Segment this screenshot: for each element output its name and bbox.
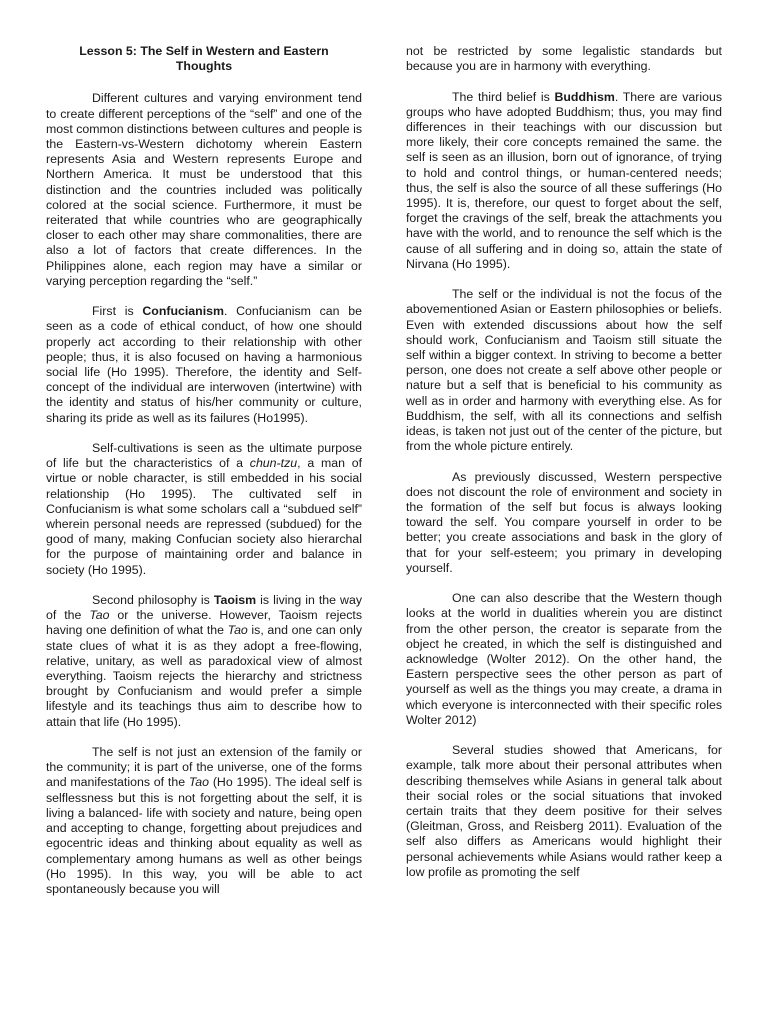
taoism-paragraph (46, 593, 362, 730)
text-run: (Ho 1995). The ideal self is selflessness but this is not forgetting about the self, it is living a balanced- life with society and nature, being open and accepting to change, forgetting about prejudices and egocentric ideas and thinking about equality as well as complementary among humans as well as other beings (Ho 1995). In this way, you will be able to act spontaneously because you will (46, 775, 363, 896)
taoism-term: Taoism (213, 593, 257, 608)
text-run: Self-cultivations is seen as the ultimate purpose of life but the characteristics of a (46, 441, 362, 471)
dualities-paragraph: One can also describe that the Western though looks at the world in dualities wherein you are distinct from the other person, the creator is separate from the object he created, in which the self is distinguished and acknowledge (Wolter 2012). On the other hand, the Eastern perspective sees the other person as part of yourself as well as the things you may create, a drama in which everyone is interconnected with their specific roles Wolter 2012) (406, 591, 722, 727)
lesson-title: Lesson 5: The Self in Western and Eastern Thoughts (79, 44, 329, 74)
buddhism-paragraph (406, 90, 722, 272)
text-run: or the universe. However, Taoism rejects having one definition of what the (46, 608, 362, 638)
text-run: First is (92, 304, 143, 319)
right-column (406, 40, 722, 880)
studies-paragraph: Several studies showed that Americans, for example, talk more about their personal attributes when describing themselves while Asians in general talk about their social roles or the social situations that invoked certain traits that they deem positive for their selves (Gleitman, Gross, and Reisberg 2011). Evaluation of the self also differs as Americans would highlight their personal achievements while Asians would rather keep a low profile as promoting the self (406, 743, 722, 879)
buddhism-term: Buddhism (554, 89, 615, 104)
text-run: The third belief is (452, 89, 555, 104)
confucianism-paragraph (46, 304, 362, 426)
text-run: The self is not just an extension of the family or the community; it is part of the universe, one of the forms and manifestations of the (46, 745, 362, 790)
text-run: Second philosophy is (92, 593, 214, 608)
tao-term: Tao (188, 775, 210, 790)
tao-term: Tao (89, 608, 110, 623)
self-universe-paragraph (46, 745, 362, 897)
text-run: is, and one can only state clues of what it is as they adopt a free-flowing, relative, unitary, as well as paradoxical view of almost everything. Taoism rejects the hierarchy and strictness brought by Confucianism and would prefer a simple lifestyle and its teachings thus aim to describe how to attain that life (Ho 1995). (46, 623, 362, 729)
left-column (46, 40, 362, 897)
text-run: is living in the way of the (46, 593, 362, 623)
text-run: . There are various groups who have adopted Buddhism; thus, you may find differences in their teachings with our discussion but more likely, their core concepts remained the same. the self is seen as an illusion, born out of ignorance, of trying to hold and control things, or human-centered needs; thus, the self is also the source of all these sufferings (Ho 1995). It is, therefore, our quest to forget about the self, forget the cravings of the self, break the attachments you have with the world, and to renounce the self which is the cause of all suffering and in doing so, attain the state of Nirvana (Ho 1995). (406, 89, 722, 271)
individual-focus-paragraph: The self or the individual is not the focus of the abovementioned Asian or Eastern philosophies or beliefs. Even with extended discussions about how the self should work, Confucianism and Taoism still situate the self within a bigger context. In striving to become a better person, one does not create a self above other people or nature but a self that is beneficial to his community as well as in order and harmony with everything else. As for Buddhism, the self, with all its connections and selfish ideas, is taken not just out of the center of the picture, but from the whole picture entirely. (406, 287, 722, 454)
chun-tzu-term: chun-tzu (249, 456, 298, 471)
text-run: . Confucianism can be seen as a code of ethical conduct, of how one should properly act according to their relationship with other people; thus, it is also focused on having a harmonious social life (Ho 1995). Therefore, the identity and Self-concept of the individual are interwoven (intertwine) with the identity and status of his/her community or culture, sharing its pride as well as its failures (Ho1995). (46, 304, 362, 425)
self-cultivation-paragraph (46, 441, 362, 578)
tao-term: Tao (227, 623, 248, 638)
intro-paragraph: Different cultures and varying environment tend to create different perceptions of the “self” and one of the most common distinctions between cultures and people is the Eastern-vs-Western dichotomy wherein Eastern represents Asia and Western represents Europe and Northern America. It must be understood that this distinction and the countries included was politically colored at the social science. Furthermore, it must be reiterated that while countries who are geographically closer to each other may share commonalities, there are also a lot of factors that create differences. In the Philippines alone, each region may have a similar or varying perception regarding the “self.” (46, 91, 362, 288)
western-perspective-paragraph: As previously discussed, Western perspective does not discount the role of environment and society in the formation of the self but focus is always looking toward the self. You compare yourself in order to be better; you create associations and bask in the glory of that for your self-esteem; you primary in developing yourself. (406, 469, 722, 575)
confucianism-term: Confucianism (142, 304, 224, 319)
continued-paragraph: not be restricted by some legalistic standards but because you are in harmony with everything. (406, 44, 722, 74)
text-run: , a man of virtue or noble character, is still embedded in his social relationship (Ho 1995). The cultivated self in Confucianism is what some scholars call a “subdued self” wherein personal needs are repressed (subdued) for the good of many, making Confucian society also hierarchal for the purpose of maintaining order and balance in society (Ho 1995). (46, 456, 363, 577)
